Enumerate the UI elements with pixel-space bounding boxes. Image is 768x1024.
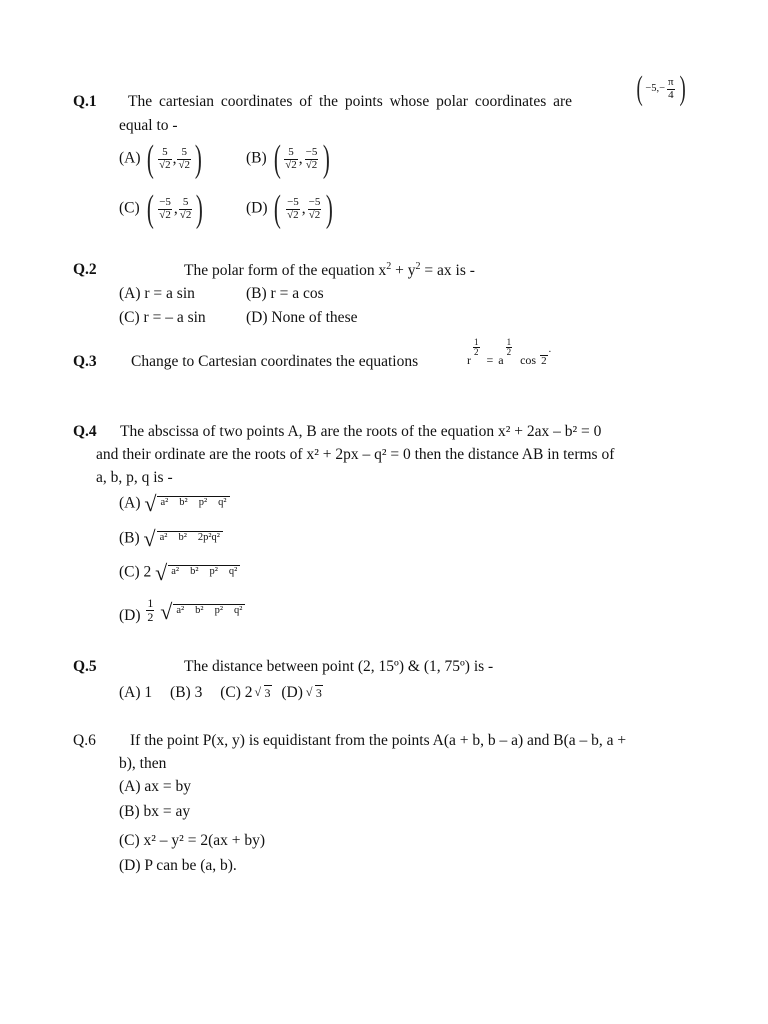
q3-exp1-num: 1 xyxy=(474,337,479,347)
q5-option-c-root: 3 xyxy=(264,686,271,700)
q1-text: The cartesian coordinates of the points whose polar coordinates are xyxy=(128,93,573,110)
q4-option-c-label: (C) 2 xyxy=(119,563,152,581)
q2-text-a: The polar form of the equation x xyxy=(184,262,387,280)
q5-options xyxy=(119,684,323,702)
q6-line-1: If the point P(x, y) is equidistant from the points A(a + b, b – a) and B(a – b, a + xyxy=(130,732,627,749)
q1-d-num2: −5 xyxy=(308,195,321,208)
q1-option-a: (A) ( $\frac{5}{√2}$ , $\frac{5}{√2}$ ) xyxy=(119,138,202,180)
q4-d-frac-num: 1 xyxy=(147,596,154,610)
q1-a-den2: √2 xyxy=(178,158,191,171)
q3-number: Q.3 xyxy=(73,353,97,370)
q4-d-term4: q² xyxy=(233,605,243,617)
q4-option-c: (C) 2 √ a² b² p² q² xyxy=(119,562,240,584)
q1-text-2: equal to - xyxy=(119,117,178,134)
q1-d-den2: √2 xyxy=(308,208,321,221)
q6-option-d: (D) P can be (a, b). xyxy=(119,857,237,874)
q3-text: Change to Cartesian coordinates the equations xyxy=(131,353,419,370)
q5-text: The distance between point (2, 15º) & (1, 75º) is - xyxy=(184,658,494,675)
q4-line-1: The abscissa of two points A, B are the roots of the equation x² + 2ax – b² = 0 xyxy=(120,423,602,440)
q4-option-a: (A) √ a² b² p² q² xyxy=(119,493,230,515)
q3-a: a xyxy=(498,353,504,368)
q4-b-term3: 2p²q² xyxy=(197,532,220,543)
q1-c-num1: −5 xyxy=(159,195,171,208)
q2-option-c: (C) r = – a sin xyxy=(119,309,206,326)
q5-option-d: (D) xyxy=(281,684,303,701)
q1-b-den2: √2 xyxy=(305,158,318,171)
q3-exp2-num: 1 xyxy=(506,337,512,347)
q4-option-b-label: (B) xyxy=(119,529,140,547)
q3-cos-den: 2 xyxy=(541,355,547,368)
q4-d-term3: p² xyxy=(214,605,223,617)
q1-option-a-label: (A) xyxy=(119,149,141,167)
q1-d-den1: √2 xyxy=(287,208,299,221)
q4-line-2: and their ordinate are the roots of x² + 2px – q² = 0 then the distance AB in terms of xyxy=(96,446,615,463)
q1-option-d: (D) ( $\frac{-5}{√2}$ , $\frac{-5}{√2}$ ) xyxy=(246,188,334,230)
q4-d-frac-den: 2 xyxy=(147,609,154,624)
q5-option-b: (B) 3 xyxy=(170,684,203,701)
q1-option-d-label: (D) xyxy=(246,199,268,217)
q1-number: Q.1 xyxy=(73,93,97,110)
q5-option-c: (C) 2 xyxy=(220,684,253,701)
q2-option-b: (B) r = a cos xyxy=(246,285,324,302)
q6-option-c: (C) x² – y² = 2(ax + by) xyxy=(119,832,266,849)
q4-number: Q.4 xyxy=(73,423,97,440)
q2-sup-x: 2 xyxy=(386,261,392,272)
q1-a-num2: 5 xyxy=(181,145,187,158)
q4-c-term4: q² xyxy=(228,566,238,577)
q1-polar-coords: ( −5,− $\frac{\pi}{4}$ ) xyxy=(636,70,686,107)
q1-b-num2: −5 xyxy=(305,145,318,158)
q4-a-term4: q² xyxy=(218,497,227,508)
q4-option-b: (B) √ a² b² 2p²q² xyxy=(119,528,223,550)
q3-equation xyxy=(467,338,551,368)
q4-option-d: (D) $\frac{1}{2}$ √ a² b² p² q² xyxy=(119,593,245,619)
q6-option-a: (A) ax = by xyxy=(119,778,192,795)
q4-d-term2: b² xyxy=(195,605,204,617)
q4-option-d-label: (D) xyxy=(119,606,141,624)
q1-a-num1: 5 xyxy=(162,145,168,158)
q2-text xyxy=(184,261,475,280)
q2-option-a: (A) r = a sin xyxy=(119,285,195,302)
q1-c-num2: 5 xyxy=(182,195,189,208)
q4-a-term2: b² xyxy=(179,497,188,508)
q4-d-term1: a² xyxy=(176,605,185,617)
q2-sup-y: 2 xyxy=(415,261,421,272)
q5-option-d-root: 3 xyxy=(315,686,322,700)
q3-equals: = xyxy=(486,353,494,368)
q1-a-den1: √2 xyxy=(159,158,171,171)
q1-polar-a: −5,− xyxy=(645,82,666,94)
q4-a-term1: a² xyxy=(160,497,169,508)
q1-b-num1: 5 xyxy=(288,145,294,158)
q1-option-b: (B) ( $\frac{5}{√2}$ , $\frac{-5}{√2}$ ) xyxy=(246,138,331,180)
q4-c-term3: p² xyxy=(209,566,218,577)
q3-r: r xyxy=(467,353,471,368)
q4-option-a-label: (A) xyxy=(119,494,141,512)
q6-line-2: b), then xyxy=(119,755,167,772)
q2-text-c: = ax is - xyxy=(420,262,475,280)
q3-period: . xyxy=(548,344,552,356)
q2-option-d: (D) None of these xyxy=(246,309,358,326)
q2-text-b: + y xyxy=(391,262,416,280)
q1-d-num1: −5 xyxy=(287,195,299,208)
q1-polar-four: 4 xyxy=(668,88,674,101)
q1-option-c-label: (C) xyxy=(119,199,140,217)
q6-number: Q.6 xyxy=(73,732,96,749)
q3-exp2-den: 2 xyxy=(506,347,512,358)
q3-exp1-den: 2 xyxy=(474,347,479,358)
q1-option-c: (C) ( $\frac{-5}{√2}$ , $\frac{5}{√2}$ ) xyxy=(119,188,204,230)
q6-option-b: (B) bx = ay xyxy=(119,803,191,820)
q5-number: Q.5 xyxy=(73,658,97,675)
q1-polar-pi: π xyxy=(668,75,674,88)
q1-c-den2: √2 xyxy=(179,208,192,221)
q4-c-term2: b² xyxy=(190,566,199,577)
q1-option-b-label: (B) xyxy=(246,149,267,167)
q1-c-den1: √2 xyxy=(159,208,171,221)
q4-c-term1: a² xyxy=(171,566,180,577)
q3-cos: cos xyxy=(520,353,537,368)
q4-line-3: a, b, p, q is - xyxy=(96,469,173,486)
q2-number: Q.2 xyxy=(73,261,97,278)
q1-b-den1: √2 xyxy=(285,158,297,171)
q4-b-term2: b² xyxy=(178,532,187,543)
q4-a-term3: p² xyxy=(198,497,208,508)
q5-option-a: (A) 1 xyxy=(119,684,153,701)
q4-b-term1: a² xyxy=(159,532,168,543)
